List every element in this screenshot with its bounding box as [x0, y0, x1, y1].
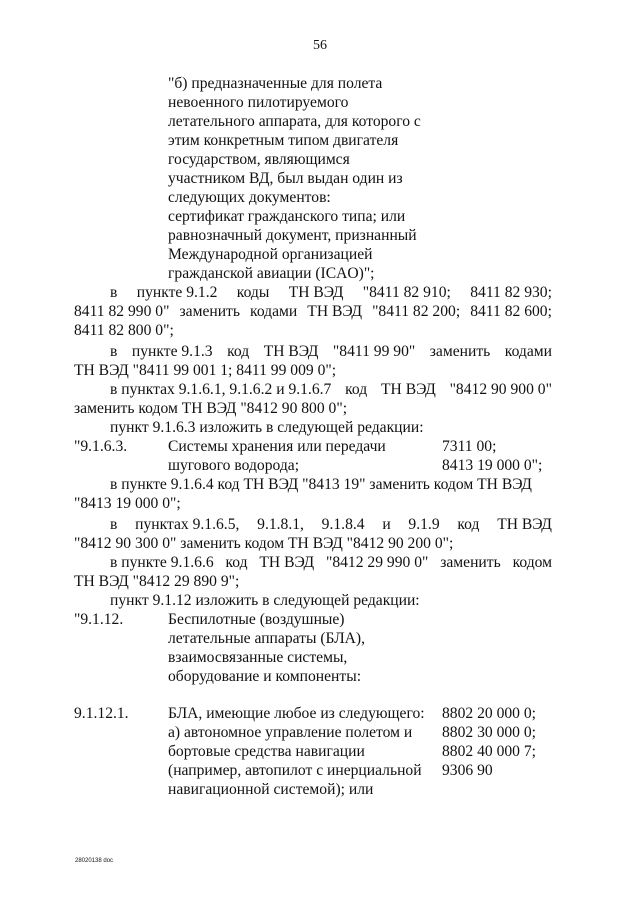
quote-line: "б) предназначенные для полета [168, 75, 383, 92]
quote-line: этим конкретным типом двигателя [168, 132, 399, 149]
quote-line: гражданской авиации (ICAO)"; [168, 265, 375, 282]
paragraph-9112-intro: пункт 9.1.12 изложить в следующей редакции: [110, 592, 420, 609]
item-91121-number: 9.1.12.1. [74, 705, 129, 722]
item-9163-code: 8413 19 000 0"; [442, 457, 543, 474]
quote-line: участником ВД, был выдан один из [168, 170, 403, 187]
paragraph-9164-line1: в пункте 9.1.6.4 код ТН ВЭД "8413 19" заменить кодом ТН ВЭД [110, 476, 532, 493]
item-91121-code: 8802 40 000 7; [442, 743, 536, 760]
item-9112-desc: оборудование и компоненты: [168, 668, 362, 685]
paragraph-9161-line1: в пунктах 9.1.6.1, 9.1.6.2 и 9.1.6.7 код ТН ВЭД "8412 90 900 0" [110, 381, 552, 398]
paragraph-9166-line1: в пункте 9.1.6.6 код ТН ВЭД "8412 29 990 0" заменить кодом [110, 554, 552, 571]
item-91121-desc: бортовые средства навигации [168, 743, 365, 760]
item-91121-code: 8802 20 000 0; [442, 705, 536, 722]
quote-line: невоенного пилотируемого [168, 94, 349, 111]
item-9112-number: "9.1.12. [74, 611, 124, 628]
paragraph-913-line2: ТН ВЭД "8411 99 001 1; 8411 99 009 0"; [74, 362, 337, 379]
item-91121-desc: навигационной системой); или [168, 781, 374, 798]
paragraph-9164-line2: "8413 19 000 0"; [74, 495, 181, 512]
paragraph-912-line2: 8411 82 990 0" заменить кодами ТН ВЭД "8411 82 200; 8411 82 600; [74, 303, 552, 320]
item-9163-desc: Системы хранения или передачи [168, 438, 386, 455]
quote-line: сертификат гражданского типа; или [168, 208, 406, 225]
paragraph-912-line3: 8411 82 800 0"; [74, 322, 174, 339]
paragraph-9166-line2: ТН ВЭД "8412 29 890 9"; [74, 573, 240, 590]
item-9163-number: "9.1.6.3. [74, 438, 128, 455]
item-9112-desc: Беспилотные (воздушные) [168, 611, 345, 628]
item-9112-desc: летательные аппараты (БЛА), [168, 630, 366, 647]
file-reference-footer: 28020138 doc [75, 858, 114, 864]
item-9112-desc: взаимосвязанные системы, [168, 649, 348, 666]
item-91121-desc: (например, автопилот с инерциальной [168, 762, 422, 779]
paragraph-9165-line2: "8412 90 300 0" заменить кодом ТН ВЭД "8412 90 200 0"; [74, 535, 454, 552]
item-91121-desc: а) автономное управление полетом и [168, 724, 413, 741]
quote-line: летательного аппарата, для которого с [168, 113, 421, 130]
quote-line: равнозначный документ, признанный [168, 227, 417, 244]
item-91121-code: 8802 30 000 0; [442, 724, 536, 741]
paragraph-912-line1: в пункте 9.1.2 коды ТН ВЭД "8411 82 910; 8411 82 930; [110, 284, 552, 301]
item-9163-desc: шугового водорода; [168, 457, 300, 474]
paragraph-913-line1: в пункте 9.1.3 код ТН ВЭД "8411 99 90" заменить кодами [110, 343, 552, 360]
quote-line: Международной организацией [168, 246, 373, 263]
page-number: 56 [313, 38, 327, 53]
quote-line: следующих документов: [168, 189, 331, 206]
paragraph-9165-line1: в пунктах 9.1.6.5, 9.1.8.1, 9.1.8.4 и 9.1.9 код ТН ВЭД [110, 516, 552, 533]
quote-line: государством, являющимся [168, 151, 350, 168]
paragraph-9163-intro: пункт 9.1.6.3 изложить в следующей редакции: [110, 419, 424, 436]
item-91121-desc: БЛА, имеющие любое из следующего: [168, 705, 425, 722]
item-91121-code: 9306 90 [442, 762, 493, 779]
paragraph-9161-line2: заменить кодом ТН ВЭД "8412 90 800 0"; [74, 400, 348, 417]
item-9163-code: 7311 00; [442, 438, 497, 455]
